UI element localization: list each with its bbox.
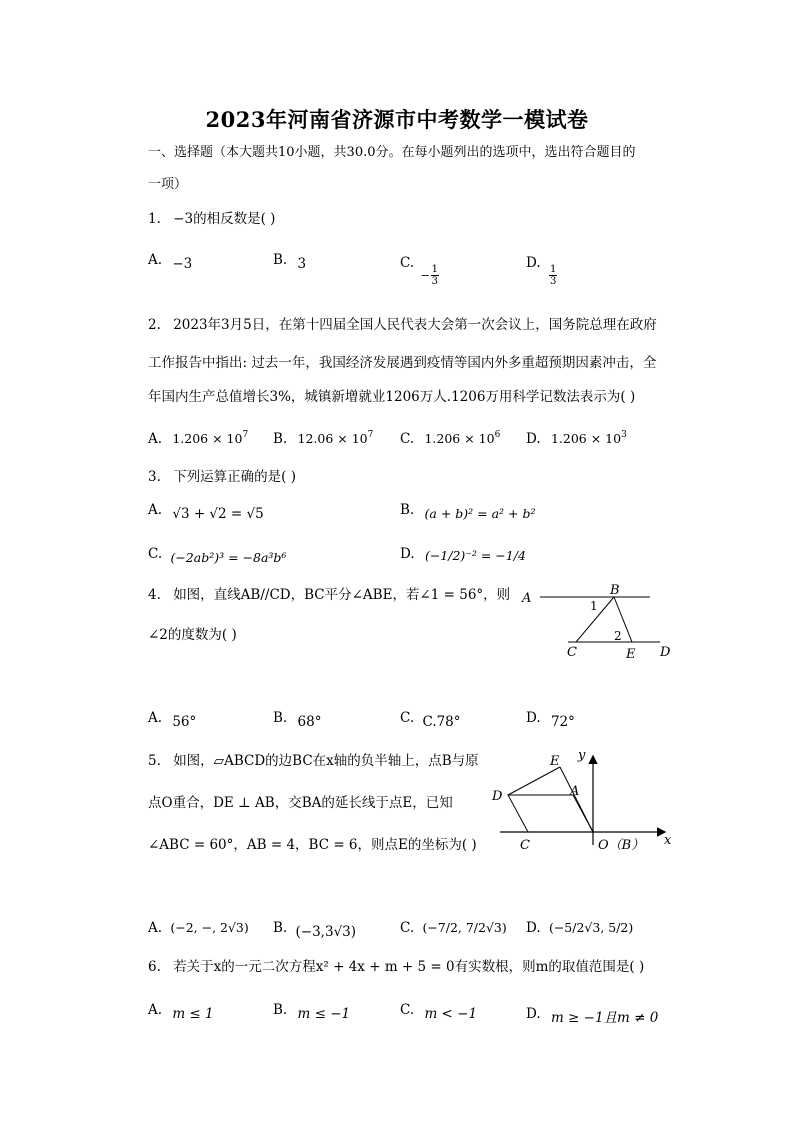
q6-stem: 若关于x的一元二次方程x² + 4x + m + 5 = 0有实数根，则m的取值范围是( ) [173, 959, 645, 975]
option-text: √3 + √2 = √5 [172, 506, 264, 522]
question-4-line1 [148, 586, 510, 604]
option-exponent: 7 [367, 430, 374, 440]
option-text: (a + b)² = a² + b² [424, 506, 536, 521]
label-c: C [567, 645, 577, 660]
q6-option-a[interactable] [148, 1002, 214, 1022]
option-text: C.78° [422, 714, 461, 730]
q6-option-d[interactable] [526, 1002, 659, 1026]
page-title: 2023年河南省济源市中考数学一模试卷 [205, 107, 589, 132]
segment-de [508, 767, 560, 795]
question-2-line1 [148, 316, 657, 334]
section-header-line2: 一项） [148, 177, 188, 192]
question-5-line2: 点O重合，DE ⊥ AB，交BA的延长线于点E，已知 [148, 795, 453, 811]
q6-option-b[interactable] [273, 1002, 351, 1022]
option-text: (−2, −, 2√3) [170, 920, 249, 935]
q2-text: 2023年3月5日，在第十四届全国人民代表大会第一次会议上，国务院总理在政府 [173, 317, 657, 333]
option-text: 3 [297, 256, 307, 272]
q1-option-c[interactable] [400, 252, 440, 287]
question-5-line1 [148, 752, 479, 770]
option-letter: A. [148, 502, 163, 518]
option-letter: D. [526, 710, 541, 726]
label-b: B [610, 583, 620, 598]
q4-text: 如图，直线AB//CD，BC平分∠ABE，若∠1 = 56°，则 [173, 587, 511, 603]
option-text: 68° [297, 714, 322, 730]
q5-option-a[interactable] [148, 920, 249, 936]
option-text: −3 [172, 256, 193, 272]
option-letter: B. [273, 431, 288, 447]
q2-option-d[interactable] [526, 430, 627, 447]
question-3 [148, 468, 296, 486]
option-letter: D. [526, 255, 541, 271]
option-letter: A. [148, 710, 163, 726]
question-6 [148, 958, 644, 976]
question-2-line2: 工作报告中指出: 过去一年，我国经济发展遇到疫情等国内外多重超预期因素冲击，全 [148, 355, 657, 371]
label-angle-2: 2 [614, 629, 622, 643]
option-letter: D. [400, 546, 415, 562]
option-base: 1.206 × 10 [550, 431, 622, 446]
label-e: E [626, 647, 636, 660]
option-text: m < −1 [424, 1006, 478, 1022]
option-letter: A. [148, 920, 163, 936]
option-letter: B. [273, 252, 288, 268]
q5-text: 如图，▱ABCD的边BC在x轴的负半轴上，点B与原 [173, 753, 479, 769]
option-letter: C. [400, 255, 415, 271]
option-exponent: 6 [494, 430, 501, 440]
question-number: 1. [148, 211, 161, 227]
option-letter: A. [148, 431, 163, 447]
q2-option-a[interactable] [148, 430, 248, 447]
q5-option-b[interactable] [273, 920, 357, 940]
option-fraction: $\frac{1}{3}$ [549, 264, 557, 287]
option-letter: B. [273, 920, 288, 936]
label-d: D [660, 645, 671, 660]
option-base: 12.06 × 10 [297, 431, 368, 446]
q1-option-b[interactable] [273, 252, 307, 272]
q4-option-a[interactable] [148, 710, 197, 730]
option-text: 56° [172, 714, 197, 730]
q3-option-c[interactable] [148, 546, 287, 565]
option-letter: A. [148, 1002, 163, 1018]
section-header-line1: 一、选择题（本大题共10小题，共30.0分。在每小题列出的选项中，选出符合题目的 [148, 145, 636, 160]
option-letter: D. [526, 431, 541, 447]
option-text: (−5/2√3, 5/2) [548, 920, 634, 935]
option-text: (−2ab²)³ = −8a³b⁶ [170, 550, 287, 565]
question-1 [148, 210, 275, 228]
option-exponent: 7 [242, 430, 249, 440]
label-a: A [570, 784, 580, 799]
label-c: C [520, 838, 530, 853]
option-sign: − [420, 269, 430, 282]
question-number: 2. [148, 317, 161, 333]
option-text: m ≤ 1 [172, 1006, 214, 1022]
question-number: 5. [148, 753, 161, 769]
option-text: (−7/2, 7/2√3) [422, 920, 507, 935]
label-x: x [664, 833, 672, 848]
label-d: D [492, 789, 503, 804]
q1-stem: 的相反数是( ) [193, 211, 276, 227]
question-2-line3: 年国内生产总值增长3%，城镇新增就业1206万人.1206万用科学记数法表示为( ) [148, 389, 636, 405]
q2-option-c[interactable] [400, 430, 500, 447]
q5-option-c[interactable] [400, 920, 507, 936]
option-letter: C. [148, 546, 163, 562]
option-base: 1.206 × 10 [424, 431, 495, 446]
label-o-b: O（B） [598, 838, 645, 853]
option-letter: A. [148, 252, 163, 268]
q3-option-d[interactable] [400, 546, 526, 562]
question-number: 6. [148, 959, 161, 975]
option-exponent: 3 [621, 430, 627, 440]
q4-figure [510, 580, 690, 660]
option-letter: D. [526, 1006, 541, 1022]
question-number: 4. [148, 587, 161, 603]
parallelogram-abcd [508, 795, 593, 832]
q1-value: −3 [173, 211, 194, 227]
segment-be [560, 767, 593, 832]
q3-option-b[interactable] [400, 502, 536, 521]
label-y: y [578, 748, 586, 763]
option-text: m ≥ −1且m ≠ 0 [550, 1010, 659, 1026]
q4-option-d[interactable] [526, 710, 575, 730]
option-base: 1.206 × 10 [172, 431, 243, 446]
q3-stem: 下列运算正确的是( ) [173, 469, 297, 485]
option-letter: C. [400, 431, 415, 447]
option-text: (−3,3√3) [295, 924, 357, 940]
option-letter: C. [400, 1002, 415, 1018]
q1-option-d[interactable] [526, 252, 558, 287]
q4-option-b[interactable] [273, 710, 322, 730]
option-text: m ≤ −1 [297, 1006, 351, 1022]
q4-option-c[interactable] [400, 710, 461, 730]
question-5-line3: ∠ABC = 60°，AB = 4，BC = 6，则点E的坐标为( ) [148, 837, 477, 853]
q1-option-a[interactable] [148, 252, 193, 272]
option-letter: B. [273, 1002, 288, 1018]
question-number: 3. [148, 469, 161, 485]
option-letter: C. [400, 710, 415, 726]
option-fraction: $\frac{1}{3}$ [431, 264, 439, 287]
question-4-line2: ∠2的度数为( ) [148, 627, 237, 643]
label-a: A [522, 591, 532, 606]
q5-option-d[interactable] [526, 920, 633, 936]
option-letter: B. [273, 710, 288, 726]
option-letter: B. [400, 502, 415, 518]
option-text: (−1/2)⁻² = −1/4 [424, 548, 526, 563]
q3-option-a[interactable] [148, 502, 264, 522]
option-text: 72° [550, 714, 575, 730]
q5-figure [488, 745, 680, 857]
label-e: E [550, 754, 560, 769]
q6-option-c[interactable] [400, 1002, 478, 1022]
q2-option-b[interactable] [273, 430, 373, 447]
option-letter: C. [400, 920, 415, 936]
label-angle-1: 1 [590, 599, 598, 613]
option-letter: D. [526, 920, 541, 936]
